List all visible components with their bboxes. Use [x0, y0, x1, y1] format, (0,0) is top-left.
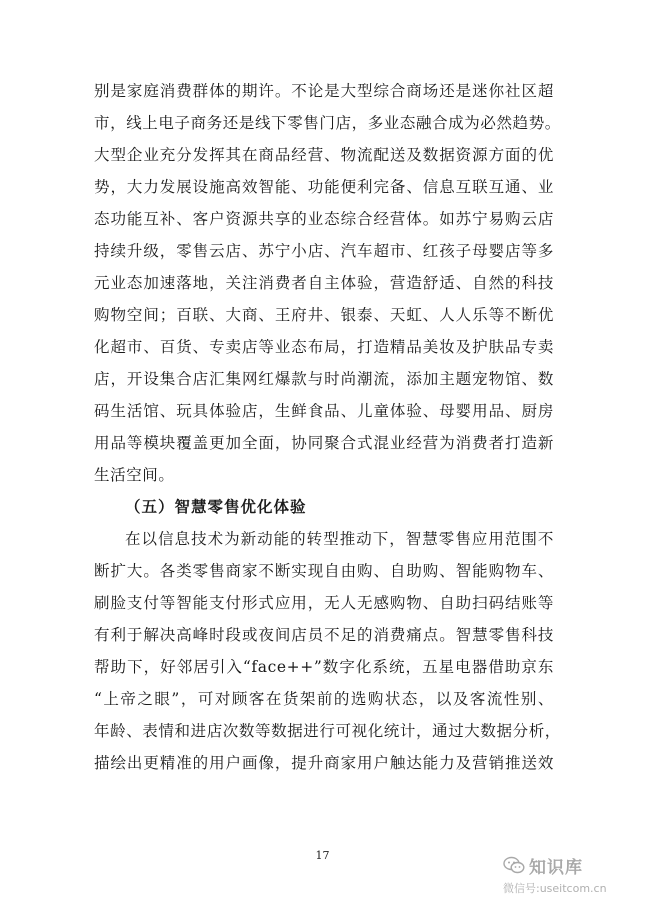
paragraph-line: 别是家庭消费群体的期许。不论是大型综合商场还是迷你社区超 — [94, 82, 554, 100]
paragraph-line: 元业态加速落地，关注消费者自主体验，营造舒适、自然的科技 — [94, 274, 554, 292]
watermark-title: 知识库 — [529, 857, 583, 878]
paragraph-line: 年龄、表情和进店次数等数据进行可视化统计，通过大数据分析， — [94, 722, 561, 740]
paragraph-line: 码生活馆、玩具体验店，生鲜食品、儿童体验、母婴用品、厨房 — [94, 402, 554, 420]
paragraph-line: 化超市、百货、专卖店等业态布局，打造精品美妆及护肤品专卖 — [94, 338, 554, 356]
paragraph-line: 态功能互补、客户资源共享的业态综合经营体。如苏宁易购云店 — [94, 210, 554, 228]
paragraph-line: 帮助下，好邻居引入“face++”数字化系统，五星电器借助京东 — [94, 658, 554, 676]
paragraph-line: 断扩大。各类零售商家不断实现自由购、自助购、智能购物车、 — [94, 562, 554, 580]
section-heading: （五）智慧零售优化体验 — [125, 497, 307, 516]
paragraph-last-line: 生活空间。 — [94, 466, 175, 484]
watermark — [503, 852, 623, 898]
paragraph-line: 势，大力发展设施高效智能、功能便利完备、信息互联互通、业 — [94, 178, 554, 196]
paragraph-line: 市，线上电子商务还是线下零售门店，多业态融合成为必然趋势。 — [94, 114, 561, 132]
paragraph-line: 购物空间；百联、大商、王府井、银泰、天虹、人人乐等不断优 — [94, 306, 554, 324]
paragraph-line: 描绘出更精准的用户画像，提升商家用户触达能力及营销推送效 — [94, 754, 554, 772]
paragraph-line: 用品等模块覆盖更加全面，协同聚合式混业经营为消费者打造新 — [94, 434, 554, 452]
paragraph-line: “上帝之眼”，可对顾客在货架前的选购状态，以及客流性别、 — [94, 690, 554, 708]
wechat-icon — [503, 856, 525, 874]
paragraph-line: 持续升级，零售云店、苏宁小店、汽车超市、红孩子母婴店等多 — [94, 242, 554, 260]
page-number: 17 — [315, 849, 330, 862]
watermark-subtitle: 微信号:useitcom.cn — [503, 882, 607, 895]
paragraph-line: 大型企业充分发挥其在商品经营、物流配送及数据资源方面的优 — [94, 146, 554, 164]
paragraph-line: 店，开设集合店汇集网红爆款与时尚潮流，添加主题宠物馆、数 — [94, 370, 554, 388]
paragraph-line: 有利于解决高峰时段或夜间店员不足的消费痛点。智慧零售科技 — [94, 626, 554, 644]
paragraph-first-line: 在以信息技术为新动能的转型推动下，智慧零售应用范围不 — [125, 530, 554, 548]
body-text — [94, 75, 561, 779]
paragraph-line: 刷脸支付等智能支付形式应用，无人无感购物、自助扫码结账等 — [94, 594, 554, 612]
